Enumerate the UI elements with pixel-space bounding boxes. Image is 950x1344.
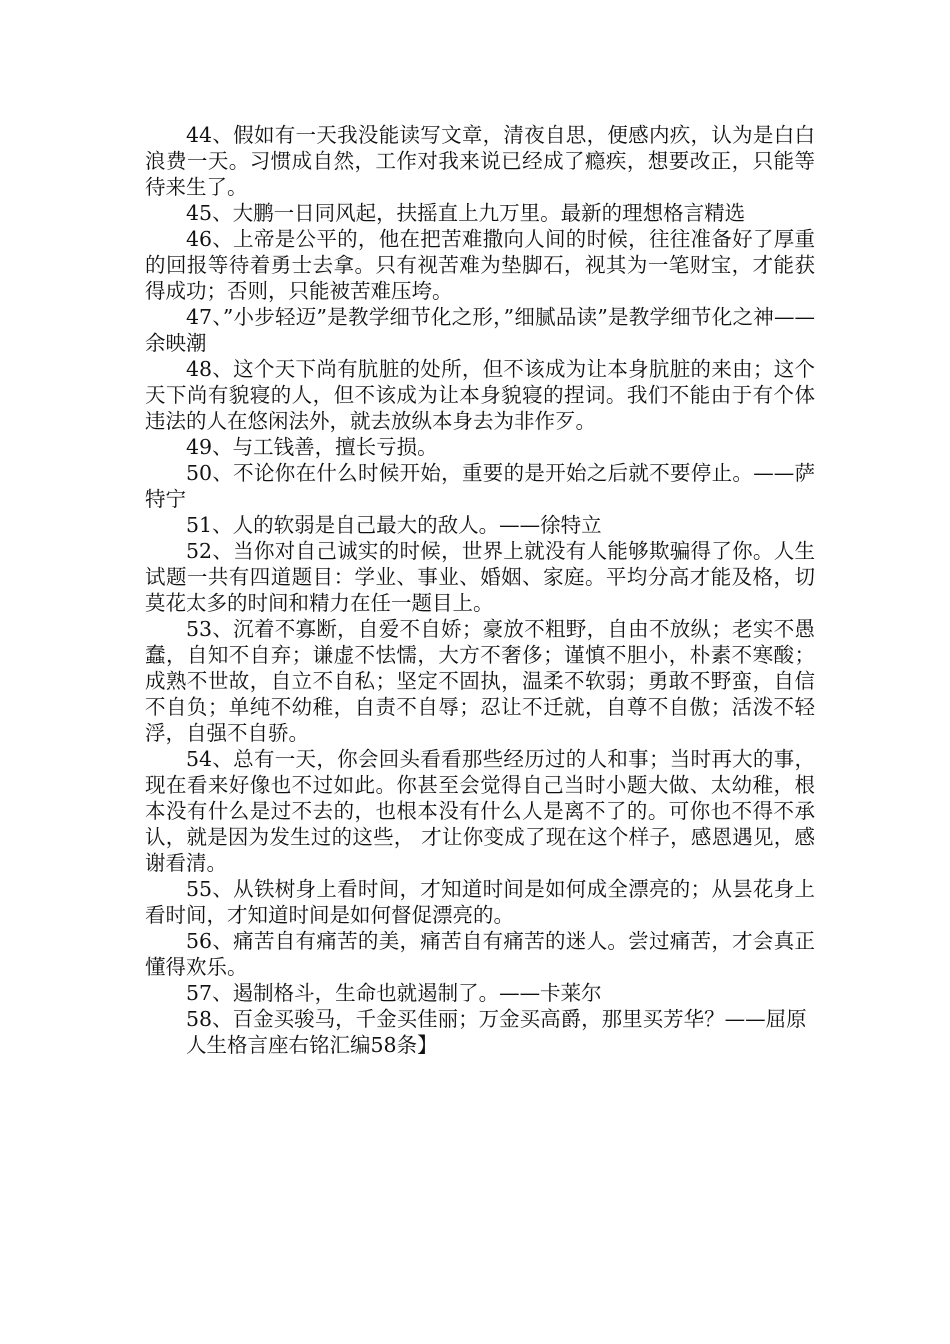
paragraph-44: 44、假如有一天我没能读写文章，清夜自思，便感内疚，认为是白白浪费一天。习惯成自然，工作对我来说已经成了瘾疾，想要改正，只能等待来生了。 (145, 123, 815, 199)
paragraph-54: 54、总有一天，你会回头看看那些经历过的人和事；当时再大的事，现在看来好像也不过如此。你甚至会觉得自己当时小题大做、太幼稚，根本没有什么是过不去的，也根本没有什么人是离不了的。可你也不得不承认，就是因为发生过的这些， 才让你变成了现在这个样子，感恩遇见，感谢看清。 (145, 747, 815, 875)
paragraph-55: 55、从铁树身上看时间，才知道时间是如何成全漂亮的；从昙花身上看时间，才知道时间是如何督促漂亮的。 (145, 877, 815, 927)
paragraph-53: 53、沉着不寡断，自爱不自娇；豪放不粗野，自由不放纵；老实不愚蠢，自知不自弃；谦虚不怯懦，大方不奢侈；谨慎不胆小，朴素不寒酸；成熟不世故，自立不自私；坚定不固执，温柔不软弱；勇敢不野蛮，自信不自负；单纯不幼稚，自责不自辱；忍让不迁就，自尊不自傲；活泼不轻浮，自强不自骄。 (145, 617, 815, 745)
paragraph-48: 48、这个天下尚有肮脏的处所，但不该成为让本身肮脏的来由；这个天下尚有貌寝的人，但不该成为让本身貌寝的捏词。我们不能由于有个体违法的人在悠闲法外，就去放纵本身去为非作歹。 (145, 357, 815, 433)
paragraph-56: 56、痛苦自有痛苦的美，痛苦自有痛苦的迷人。尝过痛苦，才会真正懂得欢乐。 (145, 929, 815, 979)
paragraph-52: 52、当你对自己诚实的时候，世界上就没有人能够欺骗得了你。人生试题一共有四道题目：学业、事业、婚姻、家庭。平均分高才能及格，切莫花太多的时间和精力在任一题目上。 (145, 539, 815, 615)
paragraph-57: 57、遏制格斗，生命也就遏制了。——卡莱尔 (186, 981, 602, 1005)
paragraph-50: 50、不论你在什么时候开始，重要的是开始之后就不要停止。——萨特宁 (145, 461, 815, 511)
paragraph-49: 49、与工钱善，擅长亏损。 (186, 435, 438, 459)
paragraph-47: 47、”小步轻迈”是教学细节化之形，”细腻品读”是教学细节化之神——余映潮 (145, 305, 815, 355)
paragraph-46: 46、上帝是公平的，他在把苦难撒向人间的时候，往往准备好了厚重的回报等待着勇士去拿。只有视苦难为垫脚石，视其为一笔财宝，才能获得成功；否则，只能被苦难压垮。 (145, 227, 815, 303)
closing-line: 人生格言座右铭汇编58条】 (186, 1033, 438, 1057)
paragraph-58: 58、百金买骏马，千金买佳丽；万金买高爵，那里买芳华？——屈原 (186, 1007, 807, 1031)
document-body (145, 122, 815, 1058)
paragraph-45: 45、大鹏一日同风起，扶摇直上九万里。最新的理想格言精选 (186, 201, 746, 225)
paragraph-51: 51、人的软弱是自己最大的敌人。——徐特立 (186, 513, 602, 537)
